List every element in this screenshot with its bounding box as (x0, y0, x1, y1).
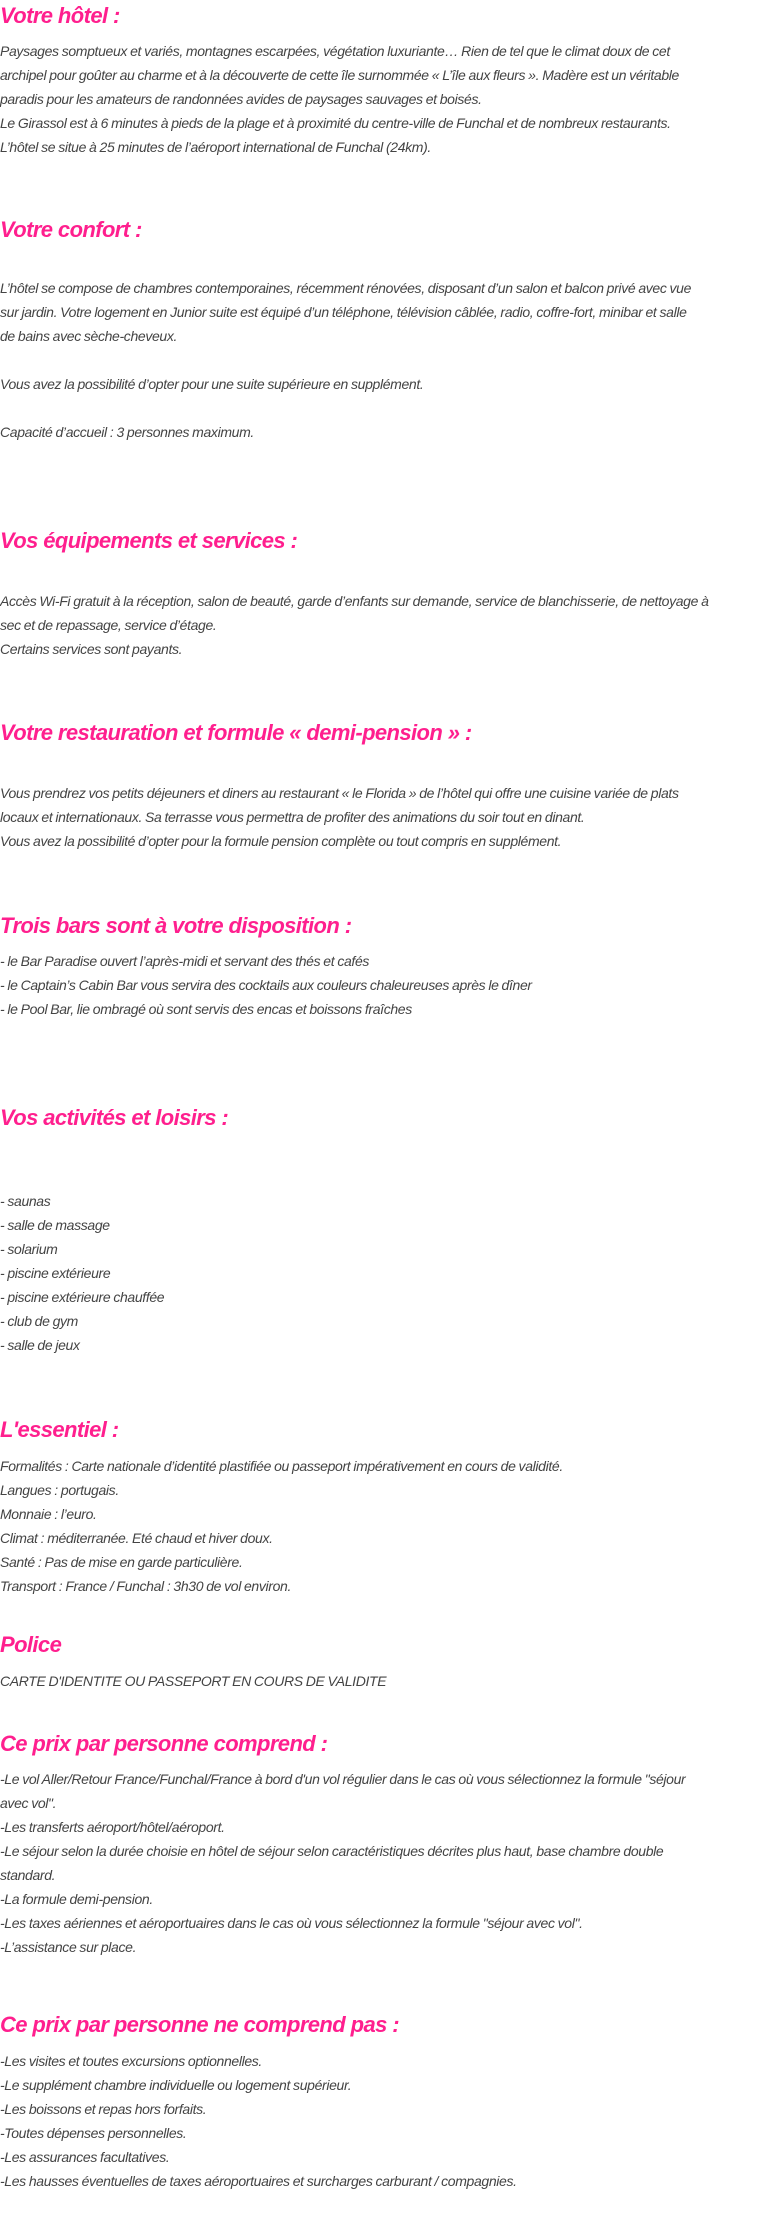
text-line: Vous avez la possibilité d’opter pour la formule pension complète ou tout compris en supplément. (0, 833, 562, 849)
list-item: -Les taxes aériennes et aéroportuaires dans le cas où vous sélectionnez la formule "séjour avec vol". (0, 1915, 583, 1931)
equipements-description (0, 589, 758, 661)
list-item: - club de gym (0, 1313, 78, 1329)
list-item: -Les hausses éventuelles de taxes aéroportuaires et surcharges carburant / compagnies. (0, 2173, 517, 2189)
blank-line (0, 396, 758, 420)
list-item: - le Captain’s Cabin Bar vous servira des cocktails aux couleurs chaleureuses après le dîner (0, 977, 532, 993)
text-line: Langues : portugais. (0, 1482, 119, 1498)
heading-price-excludes: Ce prix par personne ne comprend pas : (0, 2012, 399, 2037)
list-item: standard. (0, 1867, 56, 1883)
text-line: Santé : Pas de mise en garde particulière. (0, 1554, 243, 1570)
text-line: Monnaie : l’euro. (0, 1506, 97, 1522)
heading-activites: Vos activités et loisirs : (0, 1105, 229, 1130)
text-line: Formalités : Carte nationale d’identité plastifiée ou passeport impérativement en cours de validité. (0, 1458, 563, 1474)
price-excludes-list (0, 2049, 758, 2193)
list-item: - saunas (0, 1193, 51, 1209)
text-line: de bains avec sèche-cheveux. (0, 328, 178, 344)
list-item: - salle de massage (0, 1217, 110, 1233)
list-item: -Les boissons et repas hors forfaits. (0, 2101, 207, 2117)
heading-price-includes: Ce prix par personne comprend : (0, 1731, 328, 1756)
heading-essentiel: L'essentiel : (0, 1417, 119, 1442)
heading-restauration: Votre restauration et formule « demi-pension » : (0, 720, 472, 745)
heading-confort: Votre confort : (0, 217, 142, 242)
text-line: locaux et internationaux. Sa terrasse vous permettra de profiter des animations du soir tout en dinant. (0, 809, 585, 825)
list-item: - le Pool Bar, lie ombragé où sont servis des encas et boissons fraîches (0, 1001, 412, 1017)
list-item: -Les assurances facultatives. (0, 2149, 170, 2165)
list-item: - solarium (0, 1241, 58, 1257)
text-line: CARTE D'IDENTITE OU PASSEPORT EN COURS DE VALIDITE (0, 1673, 387, 1689)
list-item: - le Bar Paradise ouvert l’après-midi et servant des thés et cafés (0, 953, 370, 969)
list-item: -L’assistance sur place. (0, 1939, 137, 1955)
list-item: - piscine extérieure (0, 1265, 111, 1281)
bars-list (0, 949, 758, 1021)
text-line: Accès Wi-Fi gratuit à la réception, salon de beauté, garde d’enfants sur demande, service de blanchisserie, de nettoyage à (0, 593, 709, 609)
text-line: sur jardin. Votre logement en Junior suite est équipé d’un téléphone, télévision câblée, radio, coffre-fort, minibar et salle (0, 304, 687, 320)
text-line: L’hôtel se situe à 25 minutes de l’aéroport international de Funchal (24km). (0, 139, 431, 155)
list-item: -Le séjour selon la durée choisie en hôtel de séjour selon caractéristiques décrites plus haut, base chambre double (0, 1843, 664, 1859)
list-item: -Le supplément chambre individuelle ou logement supérieur. (0, 2077, 352, 2093)
text-line: Paysages somptueux et variés, montagnes escarpées, végétation luxuriante… Rien de tel que le climat doux de cet (0, 43, 670, 59)
text-line: Le Girassol est à 6 minutes à pieds de la plage et à proximité du centre-ville de Funchal et de nombreux restaurants. (0, 115, 671, 131)
heading-hotel: Votre hôtel : (0, 3, 120, 28)
blank-line (0, 348, 758, 372)
list-item: -Toutes dépenses personnelles. (0, 2125, 187, 2141)
text-line: Capacité d’accueil : 3 personnes maximum. (0, 424, 254, 440)
text-line: Vous avez la possibilité d’opter pour une suite supérieure en supplément. (0, 376, 424, 392)
heading-bars: Trois bars sont à votre disposition : (0, 913, 352, 938)
text-line: sec et de repassage, service d’étage. (0, 617, 217, 633)
hotel-description (0, 39, 758, 159)
list-item: -Les visites et toutes excursions optionnelles. (0, 2053, 262, 2069)
text-line: paradis pour les amateurs de randonnées avides de paysages sauvages et boisés. (0, 91, 482, 107)
heading-equipements: Vos équipements et services : (0, 528, 298, 553)
list-item: - piscine extérieure chauffée (0, 1289, 165, 1305)
police-text (0, 1669, 758, 1693)
text-line: archipel pour goûter au charme et à la découverte de cette île surnommée « L’île aux fleurs ». Madère est un véritable (0, 67, 679, 83)
confort-description (0, 276, 758, 444)
price-includes-list (0, 1767, 758, 1959)
text-line: Climat : méditerranée. Eté chaud et hiver doux. (0, 1530, 273, 1546)
list-item: -Le vol Aller/Retour France/Funchal/France à bord d'un vol régulier dans le cas où vous sélectionnez la formule "séjour (0, 1771, 686, 1787)
text-line: Certains services sont payants. (0, 641, 183, 657)
text-line: Transport : France / Funchal : 3h30 de vol environ. (0, 1578, 291, 1594)
essentiel-list (0, 1454, 758, 1598)
text-line: Vous prendrez vos petits déjeuners et diners au restaurant « le Florida » de l’hôtel qui offre une cuisine variée de plats (0, 785, 679, 801)
heading-police: Police (0, 1632, 62, 1657)
list-item: - salle de jeux (0, 1337, 80, 1353)
text-line: L’hôtel se compose de chambres contemporaines, récemment rénovées, disposant d’un salon et balcon privé avec vue (0, 280, 692, 296)
list-item: avec vol". (0, 1795, 57, 1811)
list-item: -La formule demi-pension. (0, 1891, 153, 1907)
activites-list (0, 1189, 758, 1357)
restauration-description (0, 781, 758, 853)
list-item: -Les transferts aéroport/hôtel/aéroport. (0, 1819, 225, 1835)
